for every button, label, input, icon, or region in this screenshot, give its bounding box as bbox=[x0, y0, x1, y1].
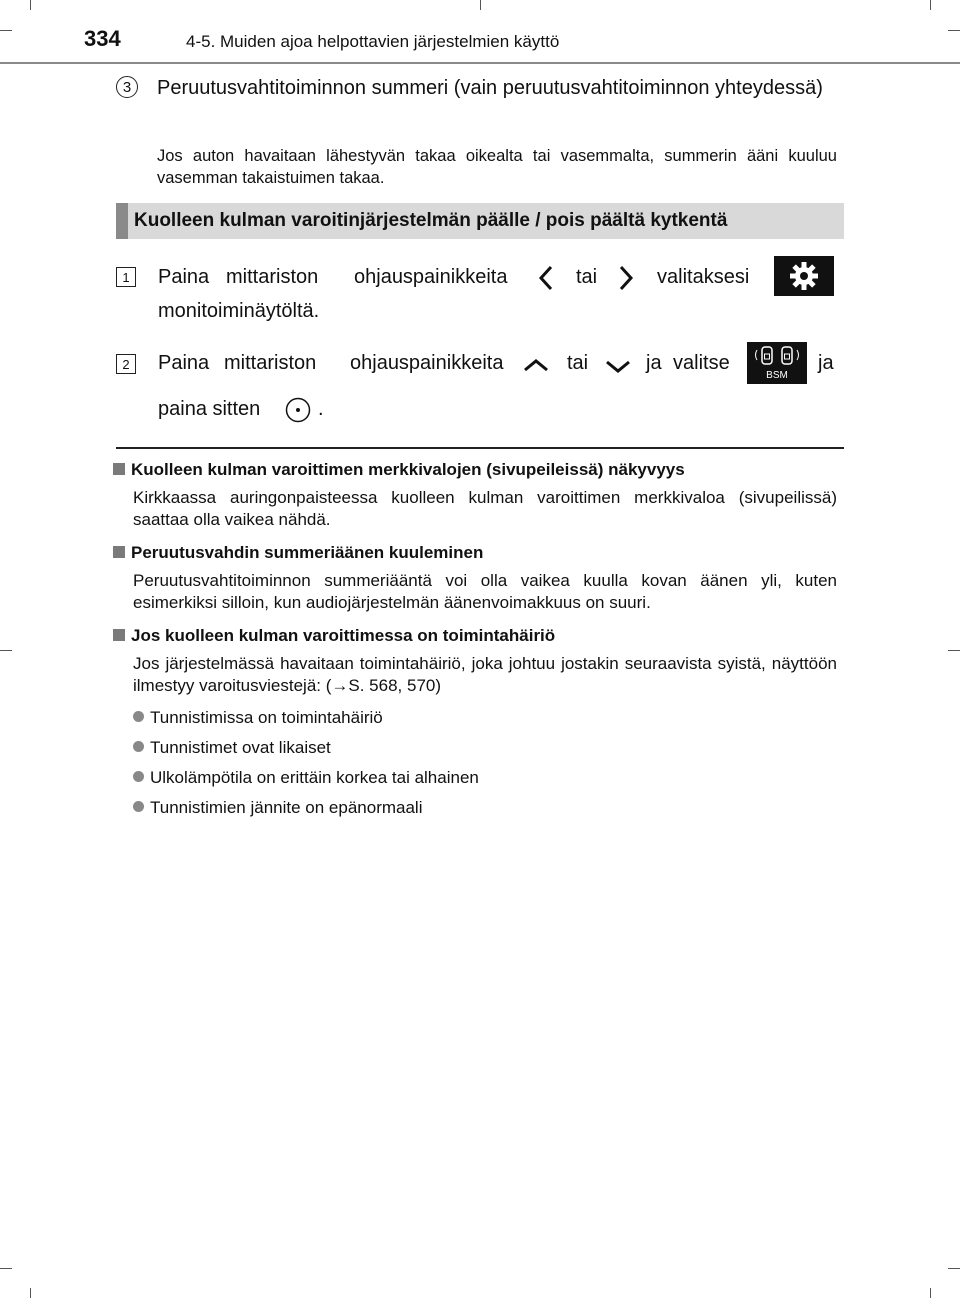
crop-mark bbox=[948, 30, 960, 31]
section-banner: Kuolleen kulman varoitinjärjestelmän päälle / pois päältä kytkentä bbox=[116, 203, 844, 239]
square-bullet-icon bbox=[113, 463, 125, 475]
step-word: ohjauspainikkeita bbox=[354, 266, 508, 288]
gear-icon bbox=[774, 256, 834, 296]
step-word: tai bbox=[576, 266, 598, 288]
crop-mark bbox=[948, 650, 960, 651]
step-word: Paina bbox=[158, 352, 210, 374]
step-word: ohjauspainikkeita bbox=[350, 352, 504, 374]
crop-mark bbox=[930, 0, 931, 10]
section-text: Kirkkaassa auringonpaisteessa kuolleen kulman varoittimen merkkivaloa (sivupeilissä) saattaa olla vaikea nähdä. bbox=[133, 488, 837, 529]
chapter-title: 4-5. Muiden ajoa helpottavien järjestelmien käyttö bbox=[186, 32, 560, 51]
section-heading bbox=[113, 626, 555, 646]
square-bullet-icon bbox=[113, 629, 125, 641]
section-heading-text: Peruutusvahdin summeriäänen kuuleminen bbox=[131, 543, 484, 562]
step-number-badge: 2 bbox=[116, 354, 136, 374]
list-item-text: Tunnistimet ovat likaiset bbox=[150, 738, 331, 757]
page-number: 334 bbox=[84, 26, 121, 51]
list-item-text: Tunnistimien jännite on epänormaali bbox=[150, 798, 423, 817]
crop-mark bbox=[0, 1268, 12, 1269]
item-title: Peruutusvahtitoiminnon summeri (vain peruutusvahtitoiminnon yhteydessä) bbox=[157, 77, 823, 99]
crop-mark bbox=[0, 30, 12, 31]
step-word: valitse bbox=[673, 352, 730, 374]
crop-mark bbox=[930, 1288, 931, 1298]
step-word: ja bbox=[818, 352, 834, 374]
step-word: paina sitten bbox=[158, 398, 261, 420]
item-number-badge: 3 bbox=[116, 76, 138, 98]
round-bullet-icon bbox=[133, 741, 144, 752]
section-heading bbox=[113, 460, 685, 480]
section-text: Peruutusvahtitoiminnon summeriääntä voi olla vaikea kuulla kovan äänen yli, kuten esimerkiksi silloin, kun audiojärjestelmän äänenvoimakkuus on suuri. bbox=[133, 571, 837, 612]
square-bullet-icon bbox=[113, 546, 125, 558]
list-item-text: Ulkolämpötila on erittäin korkea tai alhainen bbox=[150, 768, 479, 787]
section-heading bbox=[113, 543, 483, 563]
crop-mark bbox=[30, 0, 31, 10]
separator-rule bbox=[116, 447, 844, 449]
step-word: . bbox=[318, 398, 324, 420]
step-word: Paina bbox=[158, 266, 210, 288]
round-bullet-icon bbox=[133, 801, 144, 812]
header-rule bbox=[0, 62, 960, 64]
section-heading-text: Kuolleen kulman varoittimen merkkivalojen (sivupeileissä) näkyvyys bbox=[131, 460, 685, 479]
chevron-left-icon bbox=[536, 264, 556, 292]
enter-button-icon bbox=[284, 396, 312, 424]
step-word: tai bbox=[567, 352, 589, 374]
step-word: mittariston bbox=[226, 266, 319, 288]
step-word: valitaksesi bbox=[657, 266, 750, 288]
section-heading-text: Jos kuolleen kulman varoittimessa on toimintahäiriö bbox=[131, 626, 556, 645]
step-word: mittariston bbox=[224, 352, 317, 374]
list-item bbox=[133, 768, 479, 788]
crop-mark bbox=[480, 0, 481, 10]
crop-mark bbox=[30, 1288, 31, 1298]
list-item bbox=[133, 708, 383, 728]
section-text: Jos järjestelmässä havaitaan toimintahäiriö, joka johtuu jostakin seuraavista syistä, näyttöön ilmestyy varoitusviestejä: (→S. 568, 570) bbox=[133, 654, 837, 695]
chevron-up-icon bbox=[522, 358, 550, 374]
item-text: Jos auton havaitaan lähestyvän takaa oikealta tai vasemmalta, summerin ääni kuuluu vasemman takaistuimen takaa. bbox=[157, 147, 837, 187]
step-number-badge: 1 bbox=[116, 267, 136, 287]
bsm-icon bbox=[747, 342, 807, 384]
chevron-right-icon bbox=[616, 264, 636, 292]
round-bullet-icon bbox=[133, 711, 144, 722]
step-word: ja bbox=[646, 352, 662, 374]
chevron-down-icon bbox=[604, 358, 632, 374]
step-1-line-2: monitoiminäytöltä. bbox=[158, 300, 320, 322]
round-bullet-icon bbox=[133, 771, 144, 782]
list-item bbox=[133, 798, 422, 818]
bsm-label: BSM bbox=[766, 370, 788, 381]
list-item-text: Tunnistimissa on toimintahäiriö bbox=[150, 708, 383, 727]
list-item bbox=[133, 738, 331, 758]
crop-mark bbox=[948, 1268, 960, 1269]
crop-mark bbox=[0, 650, 12, 651]
